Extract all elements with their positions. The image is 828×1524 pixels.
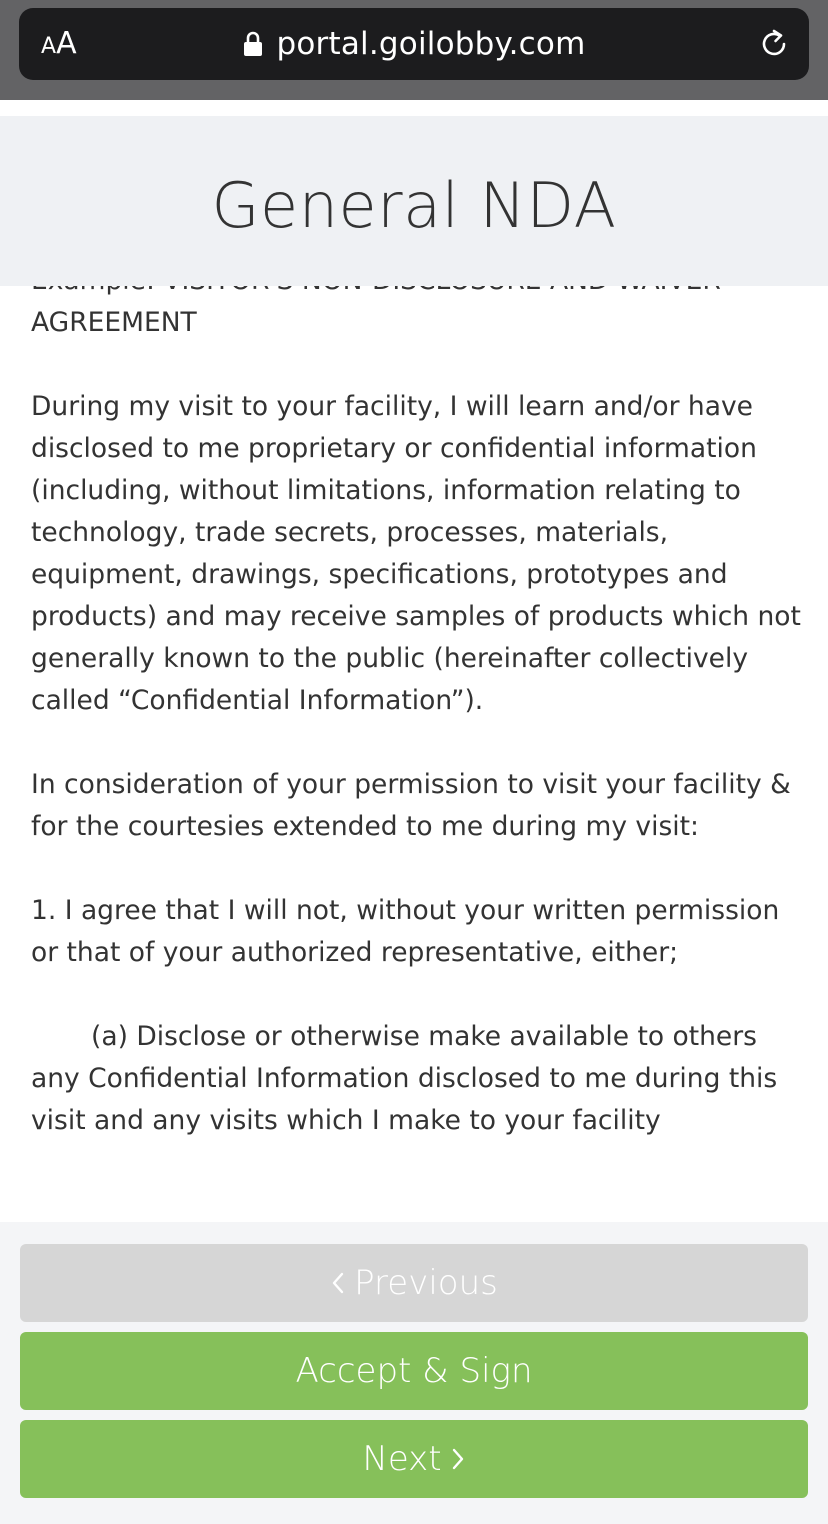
next-button-label: Next [362,1439,442,1479]
reload-icon[interactable] [757,27,791,61]
document-paragraph: AGREEMENT [31,307,197,338]
page-title: General NDA [211,168,617,242]
nda-document-scroll-area[interactable] [0,286,828,1222]
chevron-right-icon [450,1446,466,1472]
text-size-button[interactable] [41,24,77,64]
url-text[interactable]: portal.goilobby.com [276,26,586,62]
page-header [0,116,828,286]
document-paragraph: (a) Disclose or otherwise make available to others any Confidential Information disclosed to me during this visit and any visits which I make to your facility [31,1021,778,1136]
document-paragraph: In consideration of your permission to visit your facility & for the courtesies extended to me during my visit: [31,769,791,842]
browser-toolbar [0,0,828,100]
accept-sign-button[interactable] [20,1332,808,1410]
document-paragraph: During my visit to your facility, I will learn and/or have disclosed to me proprietary or confidential information (including, without limitations, information relating to technology, trade secrets, processes, materials, equipment, drawings, specifications, prototypes and products) and may receive samples of products which not generally known to the public (hereinafter collectively called “Confidential Information”). [31,391,801,716]
nda-document-text [31,260,803,1184]
lock-icon [243,31,263,57]
previous-button-label: Previous [354,1263,498,1303]
document-paragraph: 1. I agree that I will not, without your written permission or that of your authorized representative, either; [31,895,780,968]
url-display [19,8,809,80]
text-size-large-glyph: A [56,26,77,61]
previous-button[interactable] [20,1244,808,1322]
chevron-left-icon [330,1270,346,1296]
text-size-small-glyph: A [41,34,57,59]
next-button[interactable] [20,1420,808,1498]
footer-actions [0,1222,828,1524]
accept-sign-button-label: Accept & Sign [295,1351,533,1391]
address-bar[interactable] [19,8,809,80]
